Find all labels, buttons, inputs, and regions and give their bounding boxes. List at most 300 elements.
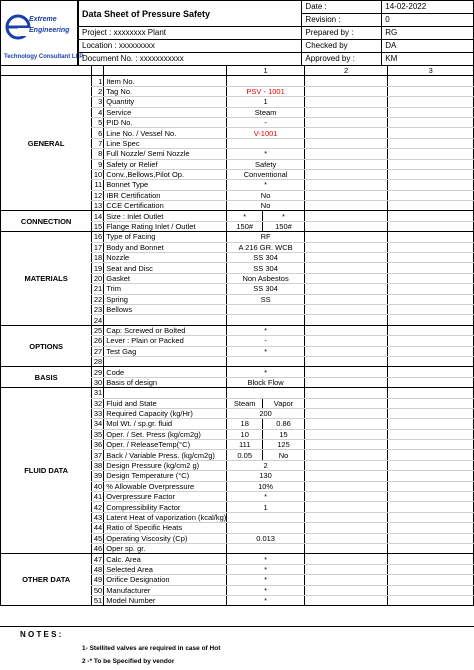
row-number: 3 xyxy=(92,97,104,107)
value-2 xyxy=(304,232,388,242)
value-2 xyxy=(304,419,388,429)
row-number: 37 xyxy=(92,450,104,460)
project-field: Project : xxxxxxxx Plant xyxy=(79,27,302,40)
row-label: Oper sp. gr. xyxy=(104,543,227,553)
value-3 xyxy=(388,595,474,605)
date-label: Date : xyxy=(302,1,382,14)
value-3 xyxy=(388,554,474,564)
value-2 xyxy=(304,492,388,502)
value-3 xyxy=(388,440,474,450)
value-1: 1 xyxy=(227,97,305,107)
value-1b: 125 xyxy=(263,440,305,450)
value-2 xyxy=(304,97,388,107)
note-1: 1- Stellited valves are required in case of Hot xyxy=(82,645,221,652)
value-2 xyxy=(304,149,388,159)
value-3 xyxy=(388,242,474,252)
table-row xyxy=(1,367,474,377)
value-3 xyxy=(388,502,474,512)
value-3 xyxy=(388,512,474,522)
date-value: 14-02-2022 xyxy=(382,1,474,14)
row-label: Selected Area xyxy=(104,564,227,574)
value-2 xyxy=(304,107,388,117)
value-1b: 0.86 xyxy=(263,419,305,429)
column-header-row xyxy=(1,66,474,76)
row-label: Gasket xyxy=(104,273,227,283)
value-3 xyxy=(388,367,474,377)
value-1: SS 304 xyxy=(227,284,305,294)
row-label: Oper. / Set. Press (kg/cm2g) xyxy=(104,429,227,439)
value-3 xyxy=(388,221,474,231)
value-3 xyxy=(388,232,474,242)
approved-value: KM xyxy=(382,53,474,66)
value-2 xyxy=(304,253,388,263)
row-number: 24 xyxy=(92,315,104,325)
row-number: 29 xyxy=(92,367,104,377)
value-1: * xyxy=(227,346,305,356)
value-1b: 150# xyxy=(263,221,305,231)
row-label: Orifice Designation xyxy=(104,575,227,585)
value-1 xyxy=(227,315,305,325)
note-2: 2 -* To be Specified by vendor xyxy=(82,658,175,665)
approved-label: Approved by : xyxy=(302,53,382,66)
row-label: Service xyxy=(104,107,227,117)
row-number: 5 xyxy=(92,117,104,127)
row-number: 16 xyxy=(92,232,104,242)
revision-label: Revision : xyxy=(302,14,382,27)
value-3 xyxy=(388,128,474,138)
value-1a: 0.05 xyxy=(227,450,263,460)
value-3 xyxy=(388,284,474,294)
table-row xyxy=(1,76,474,86)
value-3 xyxy=(388,419,474,429)
value-2 xyxy=(304,138,388,148)
row-number: 30 xyxy=(92,377,104,387)
value-1 xyxy=(227,512,305,522)
value-2 xyxy=(304,325,388,335)
value-1: * xyxy=(227,325,305,335)
row-label: Back / Variable Press. (kg/cm2g) xyxy=(104,450,227,460)
row-number: 33 xyxy=(92,408,104,418)
value-2 xyxy=(304,356,388,366)
num-header-blank xyxy=(92,66,104,76)
value-3 xyxy=(388,253,474,263)
value-2 xyxy=(304,595,388,605)
value-3 xyxy=(388,346,474,356)
value-3 xyxy=(388,471,474,481)
row-label: Test Gag xyxy=(104,346,227,356)
row-number: 32 xyxy=(92,398,104,408)
value-1a: 150# xyxy=(227,221,263,231)
value-1: Safety xyxy=(227,159,305,169)
value-1: PSV - 1001 xyxy=(227,86,305,96)
value-2 xyxy=(304,523,388,533)
value-2 xyxy=(304,585,388,595)
row-number: 44 xyxy=(92,523,104,533)
value-2 xyxy=(304,159,388,169)
value-3 xyxy=(388,149,474,159)
row-label: Lever : Plain or Packed xyxy=(104,336,227,346)
value-2 xyxy=(304,471,388,481)
value-3 xyxy=(388,117,474,127)
value-1b: No xyxy=(263,450,305,460)
row-label: IBR Certification xyxy=(104,190,227,200)
row-number: 48 xyxy=(92,564,104,574)
logo-line2: Engineering xyxy=(29,27,70,34)
value-3 xyxy=(388,76,474,86)
row-label: Model Number xyxy=(104,595,227,605)
value-3 xyxy=(388,169,474,179)
row-number: 7 xyxy=(92,138,104,148)
value-2 xyxy=(304,502,388,512)
value-1: Block Flow xyxy=(227,377,305,387)
row-label: Basis of design xyxy=(104,377,227,387)
col-header-1: 1 xyxy=(227,66,305,76)
value-1 xyxy=(227,304,305,314)
row-number: 31 xyxy=(92,388,104,398)
checked-value: DA xyxy=(382,40,474,53)
value-3 xyxy=(388,543,474,553)
row-label: CCE Certification xyxy=(104,201,227,211)
value-2 xyxy=(304,273,388,283)
value-2 xyxy=(304,575,388,585)
value-3 xyxy=(388,159,474,169)
row-label: Body and Bonnet xyxy=(104,242,227,252)
row-label: Tag No. xyxy=(104,86,227,96)
value-1: * xyxy=(227,575,305,585)
value-3 xyxy=(388,138,474,148)
value-1: * xyxy=(227,492,305,502)
section-label: GENERAL xyxy=(1,76,92,211)
value-1: Conventional xyxy=(227,169,305,179)
row-number: 15 xyxy=(92,221,104,231)
row-number: 6 xyxy=(92,128,104,138)
value-3 xyxy=(388,315,474,325)
checked-label: Checked by xyxy=(302,40,382,53)
value-3 xyxy=(388,304,474,314)
value-2 xyxy=(304,346,388,356)
table-row xyxy=(1,388,474,398)
row-label xyxy=(104,388,227,398)
row-label: Operating Viscosity (Cp) xyxy=(104,533,227,543)
row-number: 22 xyxy=(92,294,104,304)
row-label: Line Spec xyxy=(104,138,227,148)
row-label: Ratio of Specific Heats xyxy=(104,523,227,533)
value-2 xyxy=(304,315,388,325)
value-3 xyxy=(388,211,474,221)
row-number: 43 xyxy=(92,512,104,522)
item-header-blank xyxy=(104,66,227,76)
value-2 xyxy=(304,190,388,200)
value-2 xyxy=(304,408,388,418)
value-2 xyxy=(304,304,388,314)
value-2 xyxy=(304,242,388,252)
value-3 xyxy=(388,107,474,117)
row-number: 34 xyxy=(92,419,104,429)
row-label: Size : Inlet Outlet xyxy=(104,211,227,221)
value-1b: Vapor xyxy=(263,398,305,408)
value-2 xyxy=(304,86,388,96)
row-number: 21 xyxy=(92,284,104,294)
value-1: SS 304 xyxy=(227,253,305,263)
row-number: 1 xyxy=(92,76,104,86)
row-label: Conv.,Bellows,Pilot Op. xyxy=(104,169,227,179)
value-1: * xyxy=(227,554,305,564)
row-label: Fluid and State xyxy=(104,398,227,408)
row-number: 10 xyxy=(92,169,104,179)
section-header-blank xyxy=(1,66,92,76)
value-1b: 15 xyxy=(263,429,305,439)
section-label: OTHER DATA xyxy=(1,554,92,606)
value-1: - xyxy=(227,336,305,346)
row-number: 27 xyxy=(92,346,104,356)
value-2 xyxy=(304,367,388,377)
value-1 xyxy=(227,388,305,398)
row-label: Oper. / ReleaseTemp(°C) xyxy=(104,440,227,450)
value-2 xyxy=(304,284,388,294)
section-label: CONNECTION xyxy=(1,211,92,232)
table-row xyxy=(1,325,474,335)
value-2 xyxy=(304,533,388,543)
value-1: 10% xyxy=(227,481,305,491)
location-field: Location : xxxxxxxxx xyxy=(79,40,302,53)
value-1: No xyxy=(227,201,305,211)
row-label: Nozzle xyxy=(104,253,227,263)
row-label: Manufacturer xyxy=(104,585,227,595)
value-1: * xyxy=(227,367,305,377)
value-3 xyxy=(388,429,474,439)
row-label: Cap: Screwed or Bolted xyxy=(104,325,227,335)
value-1a: 10 xyxy=(227,429,263,439)
row-number: 45 xyxy=(92,533,104,543)
sheet-title: Data Sheet of Pressure Safety xyxy=(79,1,302,27)
row-label: Spring xyxy=(104,294,227,304)
value-1: No xyxy=(227,190,305,200)
value-1: V-1001 xyxy=(227,128,305,138)
row-label: Design Temperature (°C) xyxy=(104,471,227,481)
value-1: 1 xyxy=(227,502,305,512)
section-label: BASIS xyxy=(1,367,92,388)
value-1 xyxy=(227,76,305,86)
company-logo xyxy=(0,0,85,66)
row-label: Full Nozzle/ Semi Nozzle xyxy=(104,149,227,159)
value-2 xyxy=(304,128,388,138)
row-number: 51 xyxy=(92,595,104,605)
value-1: * xyxy=(227,180,305,190)
value-3 xyxy=(388,564,474,574)
value-2 xyxy=(304,388,388,398)
value-3 xyxy=(388,325,474,335)
row-number: 25 xyxy=(92,325,104,335)
value-2 xyxy=(304,554,388,564)
value-3 xyxy=(388,450,474,460)
value-1: Non Asbestos xyxy=(227,273,305,283)
value-3 xyxy=(388,408,474,418)
value-1: * xyxy=(227,149,305,159)
row-number: 4 xyxy=(92,107,104,117)
row-number: 38 xyxy=(92,460,104,470)
table-row xyxy=(1,232,474,242)
row-label: Required Capacity (kg/Hr) xyxy=(104,408,227,418)
row-number: 9 xyxy=(92,159,104,169)
row-number: 35 xyxy=(92,429,104,439)
row-label xyxy=(104,356,227,366)
row-label: Bonnet Type xyxy=(104,180,227,190)
value-3 xyxy=(388,263,474,273)
row-label: Bellows xyxy=(104,304,227,314)
value-1 xyxy=(227,523,305,533)
row-number: 26 xyxy=(92,336,104,346)
section-label: MATERIALS xyxy=(1,232,92,326)
value-1: 200 xyxy=(227,408,305,418)
row-label: Line No. / Vessel No. xyxy=(104,128,227,138)
value-1: * xyxy=(227,564,305,574)
value-3 xyxy=(388,336,474,346)
value-1: * xyxy=(227,585,305,595)
value-1b: * xyxy=(263,211,305,221)
row-label: Flange Rating Inlet / Outlet xyxy=(104,221,227,231)
value-3 xyxy=(388,398,474,408)
value-3 xyxy=(388,575,474,585)
row-number: 36 xyxy=(92,440,104,450)
value-1 xyxy=(227,543,305,553)
value-1 xyxy=(227,138,305,148)
value-2 xyxy=(304,460,388,470)
value-1: Steam xyxy=(227,107,305,117)
row-number: 40 xyxy=(92,481,104,491)
row-number: 14 xyxy=(92,211,104,221)
value-3 xyxy=(388,86,474,96)
value-3 xyxy=(388,97,474,107)
spec-table xyxy=(0,66,474,606)
row-label: % Allowable Overpressure xyxy=(104,481,227,491)
row-label: Latent Heat of vaporization (kcal/kg) xyxy=(104,512,227,522)
document-field: Document No. : xxxxxxxxxxx xyxy=(79,53,302,66)
row-number: 42 xyxy=(92,502,104,512)
value-2 xyxy=(304,377,388,387)
row-number: 41 xyxy=(92,492,104,502)
row-label: Calc. Area xyxy=(104,554,227,564)
row-label: Overpressure Factor xyxy=(104,492,227,502)
row-label: Code xyxy=(104,367,227,377)
logo-company: Technology Consultant LLP. xyxy=(4,54,85,60)
row-label: Mol Wt. / sp.gr. fluid xyxy=(104,419,227,429)
value-3 xyxy=(388,294,474,304)
row-number: 2 xyxy=(92,86,104,96)
section-label: FLUID DATA xyxy=(1,388,92,554)
value-2 xyxy=(304,481,388,491)
value-2 xyxy=(304,221,388,231)
row-number: 11 xyxy=(92,180,104,190)
row-label: PID No. xyxy=(104,117,227,127)
header-table xyxy=(78,0,474,66)
row-label: Safety or Relief xyxy=(104,159,227,169)
row-label: Item No. xyxy=(104,76,227,86)
value-1a: 111 xyxy=(227,440,263,450)
value-3 xyxy=(388,273,474,283)
value-2 xyxy=(304,440,388,450)
value-3 xyxy=(388,523,474,533)
value-2 xyxy=(304,543,388,553)
row-label: Seat and Disc xyxy=(104,263,227,273)
row-label: Quantity xyxy=(104,97,227,107)
value-1: A 216 GR. WCB xyxy=(227,242,305,252)
value-2 xyxy=(304,336,388,346)
value-2 xyxy=(304,201,388,211)
table-row xyxy=(1,211,474,221)
row-label: Trim xyxy=(104,284,227,294)
value-2 xyxy=(304,263,388,273)
row-number: 39 xyxy=(92,471,104,481)
value-1: 2 xyxy=(227,460,305,470)
row-number: 13 xyxy=(92,201,104,211)
prepared-label: Prepared by : xyxy=(302,27,382,40)
value-2 xyxy=(304,211,388,221)
row-label: Design Pressure (kg/cm2 g) xyxy=(104,460,227,470)
value-3 xyxy=(388,533,474,543)
value-2 xyxy=(304,450,388,460)
row-number: 12 xyxy=(92,190,104,200)
notes-section xyxy=(0,626,474,670)
value-1: * xyxy=(227,595,305,605)
row-label: Type of Facing xyxy=(104,232,227,242)
value-2 xyxy=(304,294,388,304)
value-3 xyxy=(388,460,474,470)
row-label xyxy=(104,315,227,325)
row-number: 50 xyxy=(92,585,104,595)
value-3 xyxy=(388,377,474,387)
row-number: 20 xyxy=(92,273,104,283)
row-number: 28 xyxy=(92,356,104,366)
value-2 xyxy=(304,564,388,574)
value-2 xyxy=(304,117,388,127)
row-number: 17 xyxy=(92,242,104,252)
row-number: 19 xyxy=(92,263,104,273)
value-3 xyxy=(388,585,474,595)
value-3 xyxy=(388,388,474,398)
value-1a: Steam xyxy=(227,398,263,408)
value-3 xyxy=(388,180,474,190)
col-header-3: 3 xyxy=(388,66,474,76)
value-1: SS 304 xyxy=(227,263,305,273)
logo-line1: Extreme xyxy=(29,16,57,23)
value-1: SS xyxy=(227,294,305,304)
value-2 xyxy=(304,169,388,179)
value-1a: 18 xyxy=(227,419,263,429)
value-1 xyxy=(227,356,305,366)
row-label: Compressibility Factor xyxy=(104,502,227,512)
value-2 xyxy=(304,76,388,86)
col-header-2: 2 xyxy=(304,66,388,76)
revision-value: 0 xyxy=(382,14,474,27)
value-2 xyxy=(304,429,388,439)
row-number: 23 xyxy=(92,304,104,314)
value-2 xyxy=(304,180,388,190)
row-number: 47 xyxy=(92,554,104,564)
value-1: RF xyxy=(227,232,305,242)
prepared-value: RG xyxy=(382,27,474,40)
table-row xyxy=(1,554,474,564)
row-number: 49 xyxy=(92,575,104,585)
row-number: 18 xyxy=(92,253,104,263)
value-3 xyxy=(388,492,474,502)
value-3 xyxy=(388,190,474,200)
row-number: 46 xyxy=(92,543,104,553)
value-1: - xyxy=(227,117,305,127)
value-2 xyxy=(304,512,388,522)
value-1: 130 xyxy=(227,471,305,481)
value-3 xyxy=(388,356,474,366)
logo-e-icon xyxy=(5,4,31,50)
